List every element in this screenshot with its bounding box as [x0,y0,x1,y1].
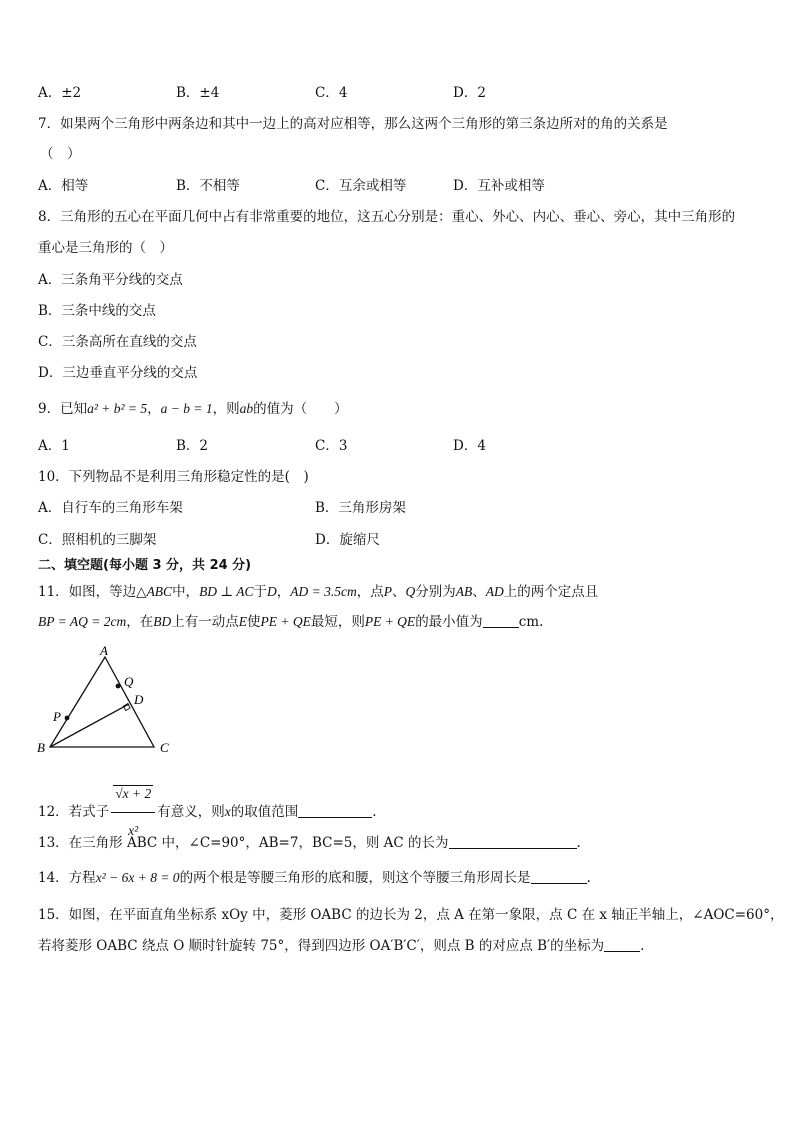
q9-expr: ab [239,401,254,416]
q13-text [38,834,581,852]
q10-text: 10．下列物品不是利用三角形稳定性的是( ) [38,469,309,485]
label-c: C [160,740,169,755]
q12-mid: 有意义，则 [157,804,225,820]
q11-text-7: 分别为 [415,584,456,600]
q11-ad2: AD [485,584,504,599]
q8-option-b: B．三条中线的交点 [38,303,156,319]
q11-text-8: 、 [472,584,486,600]
q11-text-11: 上有一动点 [171,614,239,630]
q8-option-a: A．三条角平分线的交点 [38,272,183,288]
q11-text-1: 11．如图，等边△ [38,584,147,600]
triangle-figure [34,644,184,756]
q11-e: E [238,614,247,629]
q11-ab: AB [455,584,473,599]
q8-option-d: D．三边垂直平分线的交点 [38,365,198,381]
point-p [65,716,70,721]
q9-prefix: 9．已知 [38,401,88,417]
q11-text-13: 最短，则 [310,614,365,630]
q11-text-14: 的最小值为 [415,614,483,630]
q12-suffix: 的取值范围 [230,804,299,820]
q11-text-4: ， [276,584,291,600]
q11-abc: ABC [146,584,173,599]
q7-option-a: A．相等 [38,178,89,194]
q6-option-c: C．4 [315,85,348,101]
q12-answer-blank[interactable] [298,803,372,818]
q15-line2 [38,937,644,955]
q9-option-c: C．3 [315,438,348,454]
q13-body: 13．在三角形 ABC 中，∠C=90°，AB=7，BC=5，则 AC 的长为 [38,835,449,851]
q7-paren: （ ） [40,146,81,162]
q9-mid: ，则 [212,401,240,417]
q11-d: D [267,584,277,599]
q15-line1: 15．如图，在平面直角坐标系 xOy 中，菱形 OABC 的边长为 2，点 A 在第一象限，点 C 在 x 轴正半轴上，∠AOC=60°， [38,907,784,923]
segment-bd [50,704,129,747]
q11-text-12: 使 [246,614,261,630]
q11-p: P [383,584,392,599]
q7-option-c: C．互余或相等 [315,178,407,194]
q6-option-b: B．±4 [176,85,220,101]
q15-body: 若将菱形 OABC 绕点 O 顺时针旋转 75°，得到四边形 OA′B′C′，则点 B 的对应点 B′的坐标为 [38,938,605,954]
q8-line2: 重心是三角形的（ ） [38,240,173,256]
q11-bd-perp-ac: BD ⊥ AC [199,584,254,599]
q11-bp-aq: BP = AQ = 2cm [38,614,127,629]
q7-option-b: B．不相等 [176,178,240,194]
q10-option-b: B．三角形房架 [315,500,406,516]
q11-bd: BD [153,614,172,629]
label-q: Q [124,674,134,689]
q11-text-10: ，在 [126,614,154,630]
label-d: D [134,692,144,707]
q9-cond2: a − b = 1 [160,401,213,416]
q14-suffix: 的两个根是等腰三角形的底和腰，则这个等腰三角形周长是 [179,870,531,886]
label-b: B [37,740,45,755]
q11-text-5: ，点 [356,584,384,600]
q11-text-3: 于 [253,584,268,600]
q7-text: 7．如果两个三角形中两条边和其中一边上的高对应相等，那么这两个三角形的第三条边所对的角的关系是 [38,116,668,132]
q11-q: Q [405,584,416,599]
q14-prefix: 14．方程 [38,870,96,886]
q11-unit: cm [518,614,540,630]
q11-text-9: 上的两个定点且 [503,584,599,600]
q9-cond1: a² + b² = 5 [87,401,148,416]
q8-option-c: C．三条高所在直线的交点 [38,334,197,350]
q9-option-a: A．1 [38,438,70,454]
section-2-heading: 二、填空题(每小题 3 分，共 24 分) [38,558,252,573]
point-q [116,684,121,689]
q9-suffix: 的值为（ ） [253,401,348,417]
q11-ad: AD = 3.5cm [290,584,357,599]
q14-end: . [586,870,591,886]
q11-line1 [38,583,598,601]
label-p: P [53,709,61,724]
q12-denominator: x² [128,823,139,838]
q10-option-a: A．自行车的三角形车架 [38,500,183,516]
q11-pe-qe-2: PE + QE [364,614,416,629]
label-a: A [100,644,108,658]
q9-option-b: B．2 [176,438,209,454]
q12-prefix: 12．若式子 [38,804,110,820]
q13-end: . [576,835,581,851]
q14-equation: x² − 6x + 8 = 0 [95,870,180,885]
q9-text [38,400,348,418]
q12-radical: √x + 2 [115,786,152,801]
q12-end: . [372,804,377,820]
q6-option-d: D．2 [453,85,486,101]
q7-option-d: D．互补或相等 [453,178,545,194]
q11-text-2: 中， [172,584,200,600]
q12-numerator [111,776,155,813]
q10-option-d: D．旋缩尺 [315,532,380,548]
q15-answer-blank[interactable] [604,937,640,952]
q10-option-c: C．照相机的三脚架 [38,532,157,548]
q11-line2 [38,613,543,631]
q14-text [38,869,591,887]
q11-end: . [539,614,544,630]
q11-text-6: 、 [392,584,406,600]
q11-pe-qe: PE + QE [260,614,311,629]
q8-line1: 8．三角形的五心在平面几何中占有非常重要的地位，这五心分别是：重心、外心、内心、垂心、旁心，其中三角形的 [38,209,736,225]
q13-answer-blank[interactable] [449,834,577,849]
q11-answer-blank[interactable] [483,613,519,628]
q6-option-a: A．±2 [38,85,82,101]
q15-end: . [640,938,645,954]
q9-option-d: D．4 [453,438,486,454]
q12-x: x [224,804,231,819]
q14-answer-blank[interactable] [531,869,587,884]
q9-sep: ， [147,401,161,417]
